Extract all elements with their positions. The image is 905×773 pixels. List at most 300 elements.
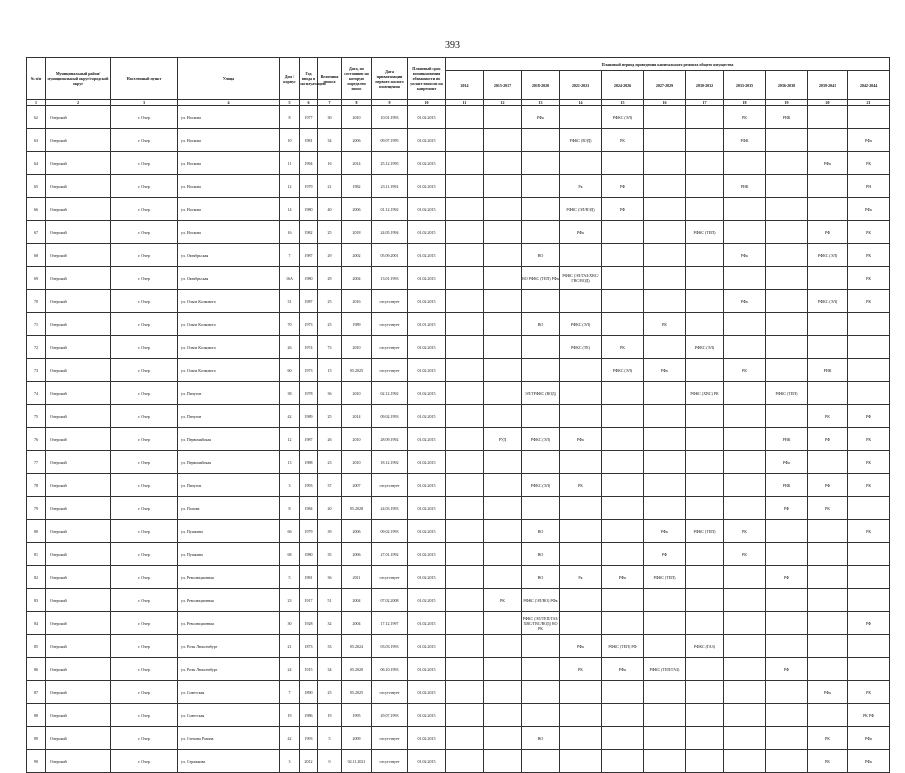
period-cell xyxy=(446,313,484,336)
period-cell xyxy=(644,497,686,520)
period-cell xyxy=(724,589,766,612)
period-cell: РФКС (ТЕП/ГАЗ) xyxy=(644,658,686,681)
settlement-cell: г. Очер xyxy=(111,681,178,704)
condition-date-cell: 2011 xyxy=(342,566,372,589)
deadline-cell: 01.02.2015 xyxy=(408,589,446,612)
row-number: 64 xyxy=(27,152,46,175)
period-cell: РФКС (ЭЛ) xyxy=(602,106,644,129)
privatization-date-cell: 29.07.1993 xyxy=(372,704,408,727)
row-number: 74 xyxy=(27,382,46,405)
year-built-cell: 1988 xyxy=(300,451,318,474)
period-cell: РФк xyxy=(848,198,890,221)
period-cell xyxy=(808,520,848,543)
wear-cell: 5 xyxy=(318,727,342,750)
period-cell: РФКС (ТЕП) xyxy=(686,221,724,244)
period-cell: РФк xyxy=(848,750,890,773)
year-built-cell: 1973 xyxy=(300,359,318,382)
period-cell xyxy=(484,359,522,382)
year-built-cell: 1984 xyxy=(300,497,318,520)
condition-date-cell: 05.2020 xyxy=(342,658,372,681)
period-cell xyxy=(766,313,808,336)
period-cell: РК xyxy=(808,727,848,750)
district-cell: Очерский xyxy=(46,129,111,152)
period-cell: РУД xyxy=(484,428,522,451)
settlement-cell: г. Очер xyxy=(111,290,178,313)
period-cell xyxy=(602,451,644,474)
period-cell xyxy=(484,290,522,313)
row-number: 68 xyxy=(27,244,46,267)
period-cell: РК xyxy=(724,106,766,129)
header-street: Улица xyxy=(178,58,280,100)
period-cell xyxy=(644,152,686,175)
period-cell xyxy=(484,474,522,497)
period-cell xyxy=(446,267,484,290)
period-cell xyxy=(484,681,522,704)
period-cell xyxy=(724,198,766,221)
period-cell: РК xyxy=(848,681,890,704)
period-cell xyxy=(446,612,484,635)
period-cell: РФКС (ГАЗ) xyxy=(686,635,724,658)
deadline-cell: 01.02.2015 xyxy=(408,750,446,773)
house-cell: 24 xyxy=(280,658,300,681)
period-cell: РК xyxy=(560,658,602,681)
header-wear: Величина износа xyxy=(318,58,342,100)
house-cell: 42 xyxy=(280,727,300,750)
period-cell xyxy=(766,405,808,428)
privatization-date-cell: 24.03.1993 xyxy=(372,497,408,520)
privatization-date-cell: 09.07.1995 xyxy=(372,129,408,152)
period-cell xyxy=(686,106,724,129)
year-built-cell: 1917 xyxy=(300,589,318,612)
period-cell xyxy=(602,152,644,175)
period-cell xyxy=(602,704,644,727)
period-cell xyxy=(724,474,766,497)
period-cell xyxy=(446,106,484,129)
period-cell: РФ xyxy=(766,658,808,681)
period-cell xyxy=(560,727,602,750)
condition-date-cell: 2010 xyxy=(342,336,372,359)
period-cell xyxy=(484,313,522,336)
table-row xyxy=(27,244,890,267)
header-period: 2030-2032 xyxy=(686,71,724,100)
period-cell xyxy=(560,405,602,428)
capital-repair-table xyxy=(26,57,890,773)
period-cell xyxy=(766,635,808,658)
period-cell xyxy=(484,658,522,681)
district-cell: Очерский xyxy=(46,405,111,428)
street-cell: ул. Революционная xyxy=(178,589,280,612)
row-number: 71 xyxy=(27,313,46,336)
period-cell xyxy=(560,106,602,129)
district-cell: Очерский xyxy=(46,635,111,658)
period-cell: РК xyxy=(848,152,890,175)
period-cell xyxy=(766,198,808,221)
house-cell: 7 xyxy=(280,244,300,267)
period-cell xyxy=(522,221,560,244)
period-cell: РФк xyxy=(602,566,644,589)
settlement-cell: г. Очер xyxy=(111,612,178,635)
privatization-date-cell: 27.01.1992 xyxy=(372,543,408,566)
privatization-date-cell: 18.12.1992 xyxy=(372,451,408,474)
table-row xyxy=(27,520,890,543)
header-period: 2014 xyxy=(446,71,484,100)
period-cell: РК xyxy=(602,336,644,359)
period-cell: РК xyxy=(848,451,890,474)
period-cell xyxy=(644,681,686,704)
district-cell: Очерский xyxy=(46,313,111,336)
period-cell xyxy=(446,658,484,681)
header-first-privatization: Дата приватизации первого жилого помещения xyxy=(372,58,408,100)
condition-date-cell: 2010 xyxy=(342,451,372,474)
wear-cell: 35 xyxy=(318,543,342,566)
period-cell xyxy=(522,658,560,681)
period-cell xyxy=(808,198,848,221)
row-number: 77 xyxy=(27,451,46,474)
house-cell: 23 xyxy=(280,589,300,612)
period-cell xyxy=(602,221,644,244)
privatization-date-cell: 24.05.1994 xyxy=(372,221,408,244)
table-row xyxy=(27,681,890,704)
period-cell xyxy=(724,497,766,520)
privatization-date-cell: отсутствует xyxy=(372,681,408,704)
period-cell xyxy=(848,382,890,405)
period-cell xyxy=(446,152,484,175)
period-cell xyxy=(602,267,644,290)
period-cell xyxy=(766,681,808,704)
row-number: 86 xyxy=(27,658,46,681)
period-cell: РФКС (ТЕП) xyxy=(644,566,686,589)
period-cell xyxy=(766,727,808,750)
period-cell xyxy=(766,543,808,566)
header-period: 2027-2029 xyxy=(644,71,686,100)
district-cell: Очерский xyxy=(46,336,111,359)
period-cell xyxy=(686,244,724,267)
period-cell xyxy=(446,359,484,382)
period-cell xyxy=(766,359,808,382)
settlement-cell: г. Очер xyxy=(111,129,178,152)
period-cell xyxy=(644,727,686,750)
deadline-cell: 01.02.2015 xyxy=(408,474,446,497)
period-cell: РФк xyxy=(848,727,890,750)
period-cell: РФк xyxy=(848,129,890,152)
period-cell xyxy=(724,704,766,727)
period-cell xyxy=(522,497,560,520)
row-number: 63 xyxy=(27,129,46,152)
period-cell xyxy=(446,589,484,612)
period-cell: РФКС (ЭЛ/ТЕП/ГАЗ/ХВС/ГВС/ВОД) ВО РК xyxy=(522,612,560,635)
table-row xyxy=(27,221,890,244)
district-cell: Очерский xyxy=(46,106,111,129)
period-cell xyxy=(602,290,644,313)
period-cell xyxy=(446,704,484,727)
house-cell: 16 xyxy=(280,221,300,244)
house-cell: 21 xyxy=(280,635,300,658)
deadline-cell: 01.02.2015 xyxy=(408,198,446,221)
table-row xyxy=(27,566,890,589)
period-cell xyxy=(724,221,766,244)
period-cell: ВО xyxy=(522,520,560,543)
street-cell: ул. Первомайская xyxy=(178,451,280,474)
period-cell xyxy=(848,658,890,681)
header-period: 2018-2020 xyxy=(522,71,560,100)
street-cell: ул. Ольги Колкового xyxy=(178,313,280,336)
condition-date-cell: 2004 xyxy=(342,589,372,612)
period-cell xyxy=(686,451,724,474)
period-cell: ВО xyxy=(522,244,560,267)
district-cell: Очерский xyxy=(46,451,111,474)
condition-date-cell: 1989 xyxy=(342,313,372,336)
house-cell: 5 xyxy=(280,566,300,589)
period-cell xyxy=(766,520,808,543)
privatization-date-cell: отсутствует xyxy=(372,474,408,497)
table-row xyxy=(27,727,890,750)
period-cell xyxy=(602,520,644,543)
year-built-cell: 1979 xyxy=(300,175,318,198)
condition-date-cell: 2010 xyxy=(342,382,372,405)
house-cell: 7 xyxy=(280,681,300,704)
period-cell xyxy=(724,635,766,658)
condition-date-cell: 1995 xyxy=(342,704,372,727)
table-row xyxy=(27,106,890,129)
period-cell xyxy=(686,704,724,727)
street-cell: ул. Носкова xyxy=(178,106,280,129)
settlement-cell: г. Очер xyxy=(111,152,178,175)
period-cell xyxy=(560,681,602,704)
year-built-cell: 2012 xyxy=(300,750,318,773)
header-period: 2042-2044 xyxy=(848,71,890,100)
settlement-cell: г. Очер xyxy=(111,543,178,566)
period-cell: РФКС (ЭЛ) xyxy=(808,290,848,313)
period-cell xyxy=(602,428,644,451)
period-cell xyxy=(644,267,686,290)
wear-cell: 25 xyxy=(318,290,342,313)
settlement-cell: г. Очер xyxy=(111,658,178,681)
period-cell xyxy=(446,405,484,428)
house-cell: 66 xyxy=(280,520,300,543)
period-cell xyxy=(724,382,766,405)
period-cell xyxy=(446,520,484,543)
period-cell xyxy=(602,681,644,704)
table-header xyxy=(27,58,890,106)
period-cell: Рк xyxy=(560,566,602,589)
district-cell: Очерский xyxy=(46,175,111,198)
period-cell: РФКС (ЭЛ/ГАЗ/ХВС/ГВС/ВОД) xyxy=(560,267,602,290)
deadline-cell: 01.02.2015 xyxy=(408,267,446,290)
row-number: 72 xyxy=(27,336,46,359)
period-cell xyxy=(446,566,484,589)
year-built-cell: 1987 xyxy=(300,244,318,267)
table-row xyxy=(27,635,890,658)
year-built-cell: 1979 xyxy=(300,520,318,543)
period-cell: РФКС (ЭЛ/ВО) РФк xyxy=(522,589,560,612)
privatization-date-cell: 01.12.1992 xyxy=(372,198,408,221)
period-cell xyxy=(848,589,890,612)
wear-cell: 25 xyxy=(318,405,342,428)
period-cell: РФк xyxy=(766,451,808,474)
period-cell xyxy=(766,267,808,290)
period-cell xyxy=(602,612,644,635)
period-cell xyxy=(808,313,848,336)
period-cell xyxy=(766,589,808,612)
house-cell: 30 xyxy=(280,612,300,635)
period-cell xyxy=(522,198,560,221)
period-cell xyxy=(446,221,484,244)
wear-cell: 30 xyxy=(318,106,342,129)
deadline-cell: 01.02.2015 xyxy=(408,290,446,313)
period-cell xyxy=(724,428,766,451)
period-cell xyxy=(602,497,644,520)
condition-date-cell: 2006 xyxy=(342,520,372,543)
condition-date-cell: 2018 xyxy=(342,221,372,244)
period-cell xyxy=(766,152,808,175)
year-built-cell: 1873 xyxy=(300,635,318,658)
condition-date-cell: 2014 xyxy=(342,405,372,428)
period-cell xyxy=(560,152,602,175)
period-cell xyxy=(686,359,724,382)
period-cell xyxy=(766,129,808,152)
wear-cell: 20 xyxy=(318,497,342,520)
period-cell xyxy=(522,336,560,359)
deadline-cell: 01.02.2015 xyxy=(408,635,446,658)
period-cell xyxy=(724,336,766,359)
period-cell: РФКС (ЭЛ/ВЭД) xyxy=(560,198,602,221)
street-cell: ул. Носкова xyxy=(178,175,280,198)
district-cell: Очерский xyxy=(46,750,111,773)
period-cell xyxy=(808,566,848,589)
settlement-cell: г. Очер xyxy=(111,221,178,244)
period-cell: РФк xyxy=(560,221,602,244)
header-period: 2024-2026 xyxy=(602,71,644,100)
street-cell: ул. Пичугов xyxy=(178,382,280,405)
period-cell xyxy=(522,681,560,704)
page-number: 393 xyxy=(445,40,460,51)
row-number: 62 xyxy=(27,106,46,129)
district-cell: Очерский xyxy=(46,221,111,244)
period-cell xyxy=(560,612,602,635)
period-cell xyxy=(602,543,644,566)
period-cell xyxy=(644,612,686,635)
period-cell xyxy=(808,635,848,658)
table-row xyxy=(27,474,890,497)
table-row xyxy=(27,428,890,451)
column-number: 11 xyxy=(446,100,484,106)
street-cell: ул. Степана Разина xyxy=(178,727,280,750)
period-cell xyxy=(724,681,766,704)
house-cell: 42 xyxy=(280,405,300,428)
street-cell: ул. Пушкина xyxy=(178,520,280,543)
period-cell xyxy=(602,750,644,773)
district-cell: Очерский xyxy=(46,359,111,382)
settlement-cell: г. Очер xyxy=(111,497,178,520)
period-cell xyxy=(808,451,848,474)
period-cell xyxy=(686,405,724,428)
deadline-cell: 01.02.2015 xyxy=(408,336,446,359)
column-number: 17 xyxy=(686,100,724,106)
privatization-date-cell: 05.09.2001 xyxy=(372,244,408,267)
deadline-cell: 01.02.2015 xyxy=(408,612,446,635)
period-cell xyxy=(484,612,522,635)
wear-cell: 40 xyxy=(318,198,342,221)
table-row xyxy=(27,313,890,336)
period-cell xyxy=(484,129,522,152)
deadline-cell: 01.02.2015 xyxy=(408,382,446,405)
table-row xyxy=(27,382,890,405)
period-cell: РФк xyxy=(644,359,686,382)
period-cell: РНК xyxy=(766,474,808,497)
period-cell xyxy=(560,589,602,612)
street-cell: ул. Пичугов xyxy=(178,474,280,497)
settlement-cell: г. Очер xyxy=(111,520,178,543)
house-cell: 13 xyxy=(280,451,300,474)
privatization-date-cell: 06.10.1993 xyxy=(372,658,408,681)
condition-date-cell: 2004 xyxy=(342,612,372,635)
street-cell: ул. Пичугов xyxy=(178,405,280,428)
period-cell xyxy=(446,129,484,152)
period-cell xyxy=(560,451,602,474)
period-cell xyxy=(484,566,522,589)
period-cell xyxy=(644,405,686,428)
table-row xyxy=(27,497,890,520)
period-cell xyxy=(848,106,890,129)
period-cell xyxy=(808,612,848,635)
period-cell xyxy=(644,290,686,313)
period-cell xyxy=(522,704,560,727)
wear-cell: 34 xyxy=(318,129,342,152)
period-cell: РФк xyxy=(644,520,686,543)
period-cell: РН xyxy=(848,175,890,198)
period-cell xyxy=(808,589,848,612)
table-row xyxy=(27,704,890,727)
district-cell: Очерский xyxy=(46,727,111,750)
privatization-date-cell: отсутствует xyxy=(372,359,408,382)
period-cell xyxy=(602,313,644,336)
row-number: 78 xyxy=(27,474,46,497)
privatization-date-cell: 28.09.1992 xyxy=(372,428,408,451)
row-number: 81 xyxy=(27,543,46,566)
column-number: 10 xyxy=(408,100,446,106)
period-cell xyxy=(446,727,484,750)
period-cell xyxy=(484,704,522,727)
table-row xyxy=(27,267,890,290)
period-cell xyxy=(686,175,724,198)
column-number: 13 xyxy=(522,100,560,106)
district-cell: Очерский xyxy=(46,589,111,612)
year-built-cell: 1977 xyxy=(300,106,318,129)
condition-date-cell: 2007 xyxy=(342,474,372,497)
period-cell xyxy=(686,612,724,635)
period-cell xyxy=(446,543,484,566)
period-cell: РФ xyxy=(848,612,890,635)
period-cell xyxy=(808,704,848,727)
period-cell: ВО xyxy=(522,566,560,589)
period-cell: РК xyxy=(848,520,890,543)
period-cell xyxy=(644,244,686,267)
row-number: 90 xyxy=(27,750,46,773)
column-number: 2 xyxy=(46,100,111,106)
street-cell: ул. Советская xyxy=(178,681,280,704)
wear-cell: 19 xyxy=(318,704,342,727)
year-built-cell: 1986 xyxy=(300,704,318,727)
district-cell: Очерский xyxy=(46,244,111,267)
period-cell xyxy=(644,175,686,198)
condition-date-cell: 05.2028 xyxy=(342,497,372,520)
period-cell: РФк xyxy=(724,244,766,267)
period-cell xyxy=(446,336,484,359)
period-cell xyxy=(644,129,686,152)
period-cell: РК xyxy=(848,244,890,267)
header-period: 2015-2017 xyxy=(484,71,522,100)
table-row xyxy=(27,658,890,681)
